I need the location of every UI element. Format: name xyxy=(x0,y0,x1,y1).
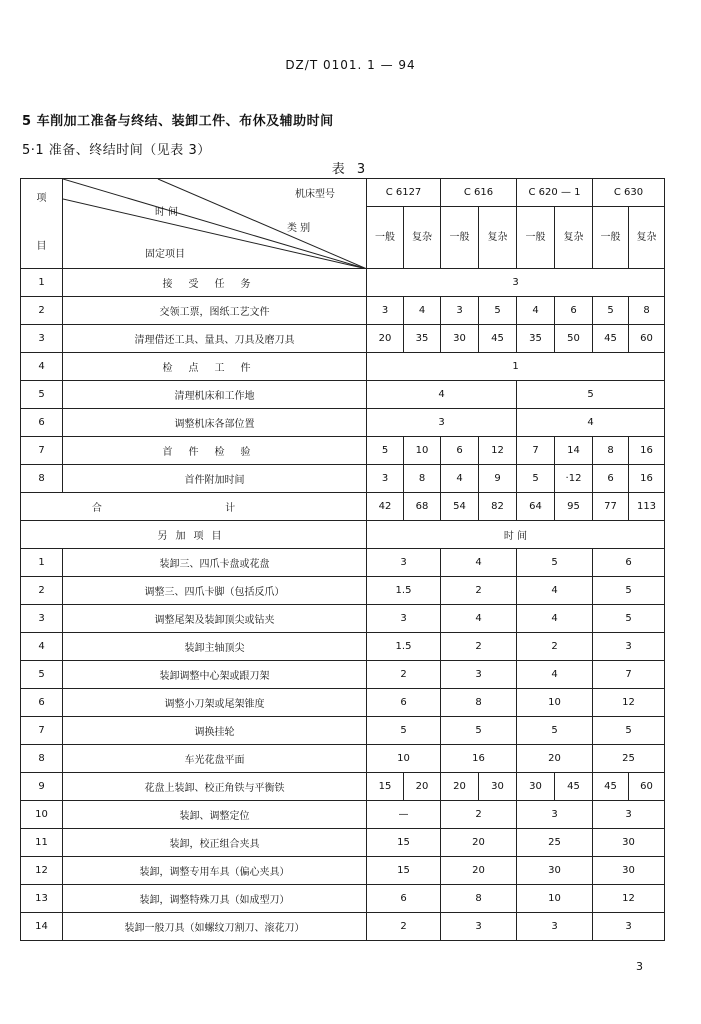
cell: 113 xyxy=(629,493,665,521)
row-number: 1 xyxy=(21,269,63,297)
row-number: 6 xyxy=(21,689,63,717)
table-row xyxy=(21,353,665,381)
cell: 15 xyxy=(367,773,404,801)
cell: 7 xyxy=(517,437,555,465)
cell: 3 xyxy=(367,297,404,325)
table-row xyxy=(21,913,665,941)
row-name: 调整小刀架或尾架锥度 xyxy=(63,689,367,717)
row-name: 首件附加时间 xyxy=(63,465,367,493)
cell: 14 xyxy=(555,437,593,465)
cell: 2 xyxy=(441,633,517,661)
row-number: 1 xyxy=(21,549,63,577)
table-row xyxy=(21,717,665,745)
corner-type-label: 类 别 xyxy=(287,223,311,234)
cell: 1.5 xyxy=(367,633,441,661)
cell: 12 xyxy=(593,689,665,717)
table-row xyxy=(21,885,665,913)
cell: 82 xyxy=(479,493,517,521)
corner-machine-label: 机床型号 xyxy=(295,189,335,200)
cell: 5 xyxy=(367,717,441,745)
cell: 5 xyxy=(593,717,665,745)
table-row xyxy=(21,857,665,885)
row-name: 装卸、调整定位 xyxy=(63,801,367,829)
cell: 4 xyxy=(517,605,593,633)
table-row xyxy=(21,325,665,353)
cell: 30 xyxy=(479,773,517,801)
row-number: 12 xyxy=(21,857,63,885)
table-row xyxy=(21,297,665,325)
row-value: 4 xyxy=(517,409,665,437)
section-title: 5 车削加工准备与终结、装卸工件、布休及辅助时间 xyxy=(22,114,334,129)
row-name: 清理机床和工作地 xyxy=(63,381,367,409)
row-number: 10 xyxy=(21,801,63,829)
cell: 35 xyxy=(517,325,555,353)
cell: 20 xyxy=(517,745,593,773)
cell: 5 xyxy=(517,549,593,577)
cell: 10 xyxy=(404,437,441,465)
cell: 5 xyxy=(367,437,404,465)
table-row xyxy=(21,801,665,829)
cell: 3 xyxy=(441,297,479,325)
row-number: 8 xyxy=(21,745,63,773)
corner-fixed-label: 固定项目 xyxy=(145,249,185,260)
table-row xyxy=(21,549,665,577)
extra-time-label: 时 间 xyxy=(367,521,665,549)
machine-header: C 620 — 1 xyxy=(517,179,593,207)
cell: 3 xyxy=(593,633,665,661)
cell: 5 xyxy=(441,717,517,745)
item-header-top: 项 xyxy=(36,193,47,204)
cell: 5 xyxy=(517,465,555,493)
cell: 30 xyxy=(517,857,593,885)
row-number: 3 xyxy=(21,605,63,633)
cell: 30 xyxy=(593,857,665,885)
table-row xyxy=(21,633,665,661)
cell: 2 xyxy=(367,913,441,941)
total-row xyxy=(21,493,665,521)
table-row xyxy=(21,745,665,773)
cell: 8 xyxy=(441,689,517,717)
row-number: 8 xyxy=(21,465,63,493)
row-name: 装卸主轴顶尖 xyxy=(63,633,367,661)
cell: 2 xyxy=(441,577,517,605)
row-value: 3 xyxy=(367,269,665,297)
row-name: 装卸调整中心架或跟刀架 xyxy=(63,661,367,689)
category-complex: 复杂 xyxy=(479,207,517,269)
row-name: 调整尾架及装卸顶尖或钻夹 xyxy=(63,605,367,633)
machine-header: C 6127 xyxy=(367,179,441,207)
cell: 16 xyxy=(441,745,517,773)
cell: 6 xyxy=(441,437,479,465)
cell: 42 xyxy=(367,493,404,521)
cell: 3 xyxy=(517,801,593,829)
cell: 4 xyxy=(404,297,441,325)
row-number: 2 xyxy=(21,577,63,605)
row-name: 装卸一般刀具（如螺纹刀割刀、滚花刀） xyxy=(63,913,367,941)
row-name: 清理借还工具、量具、刀具及磨刀具 xyxy=(63,325,367,353)
cell: 10 xyxy=(517,689,593,717)
row-number: 4 xyxy=(21,633,63,661)
cell: 3 xyxy=(441,913,517,941)
subsection-title: 5·1 准备、终结时间（见表 3） xyxy=(22,143,211,158)
category-complex: 复杂 xyxy=(629,207,665,269)
cell: 12 xyxy=(593,885,665,913)
cell: 4 xyxy=(441,465,479,493)
row-number: 5 xyxy=(21,661,63,689)
category-general: 一般 xyxy=(441,207,479,269)
cell: 3 xyxy=(517,913,593,941)
cell: 8 xyxy=(593,437,629,465)
item-header-bottom: 目 xyxy=(36,241,47,252)
cell: 35 xyxy=(404,325,441,353)
row-number: 9 xyxy=(21,773,63,801)
cell: 4 xyxy=(517,661,593,689)
table-row xyxy=(21,773,665,801)
cell: 3 xyxy=(593,801,665,829)
cell: 54 xyxy=(441,493,479,521)
table-row xyxy=(21,409,665,437)
cell: 5 xyxy=(593,577,665,605)
cell: 6 xyxy=(593,549,665,577)
cell: 20 xyxy=(441,773,479,801)
row-number: 13 xyxy=(21,885,63,913)
cell: 64 xyxy=(517,493,555,521)
page-number: 3 xyxy=(636,960,643,973)
cell: 25 xyxy=(593,745,665,773)
cell: 5 xyxy=(593,297,629,325)
table-row xyxy=(21,269,665,297)
table-row xyxy=(21,465,665,493)
time-table xyxy=(20,178,665,941)
category-general: 一般 xyxy=(517,207,555,269)
cell: 95 xyxy=(555,493,593,521)
cell: 16 xyxy=(629,465,665,493)
cell: 10 xyxy=(517,885,593,913)
cell: 50 xyxy=(555,325,593,353)
row-value: 5 xyxy=(517,381,665,409)
diagonal-header xyxy=(63,179,367,269)
row-name: 装卸，校正组合夹具 xyxy=(63,829,367,857)
table-caption: 表 3 xyxy=(331,162,370,177)
cell: 4 xyxy=(441,605,517,633)
cell: 2 xyxy=(517,633,593,661)
row-value: 4 xyxy=(367,381,517,409)
row-number: 6 xyxy=(21,409,63,437)
table-row xyxy=(21,829,665,857)
cell: 8 xyxy=(629,297,665,325)
row-name: 车光花盘平面 xyxy=(63,745,367,773)
row-number: 14 xyxy=(21,913,63,941)
cell: 45 xyxy=(593,325,629,353)
cell: 3 xyxy=(367,549,441,577)
extra-header-row xyxy=(21,521,665,549)
row-name: 花盘上装卸、校正角铁与平衡铁 xyxy=(63,773,367,801)
corner-time-label: 时 间 xyxy=(155,207,179,218)
category-complex: 复杂 xyxy=(555,207,593,269)
table-row xyxy=(21,381,665,409)
cell: 12 xyxy=(479,437,517,465)
cell: 30 xyxy=(593,829,665,857)
cell: 9 xyxy=(479,465,517,493)
cell: 6 xyxy=(555,297,593,325)
total-label: 合 计 xyxy=(21,493,367,521)
cell: 15 xyxy=(367,829,441,857)
row-number: 5 xyxy=(21,381,63,409)
row-name: 调整三、四爪卡脚（包括反爪） xyxy=(63,577,367,605)
cell: 8 xyxy=(404,465,441,493)
row-name: 检点工件 xyxy=(63,353,367,381)
cell: — xyxy=(367,801,441,829)
row-name: 首件检验 xyxy=(63,437,367,465)
cell: 3 xyxy=(367,605,441,633)
row-name: 接受任务 xyxy=(63,269,367,297)
cell: 3 xyxy=(367,465,404,493)
cell: 20 xyxy=(441,829,517,857)
cell: 77 xyxy=(593,493,629,521)
row-number: 3 xyxy=(21,325,63,353)
row-name: 交领工票，图纸工艺文件 xyxy=(63,297,367,325)
cell: 2 xyxy=(441,801,517,829)
row-number: 7 xyxy=(21,717,63,745)
cell: 8 xyxy=(441,885,517,913)
table-row xyxy=(21,689,665,717)
table-row xyxy=(21,577,665,605)
doc-code: DZ/T 0101. 1 — 94 xyxy=(285,58,416,72)
cell: 45 xyxy=(555,773,593,801)
row-number: 2 xyxy=(21,297,63,325)
cell: 60 xyxy=(629,325,665,353)
cell: 4 xyxy=(441,549,517,577)
cell: 30 xyxy=(441,325,479,353)
cell: 7 xyxy=(593,661,665,689)
cell: 2 xyxy=(367,661,441,689)
cell: ·12 xyxy=(555,465,593,493)
cell: 68 xyxy=(404,493,441,521)
table-row xyxy=(21,437,665,465)
cell: 30 xyxy=(517,773,555,801)
table-row xyxy=(21,605,665,633)
cell: 5 xyxy=(517,717,593,745)
row-value: 1 xyxy=(367,353,665,381)
cell: 4 xyxy=(517,577,593,605)
cell: 6 xyxy=(367,689,441,717)
row-number: 11 xyxy=(21,829,63,857)
row-name: 装卸三、四爪卡盘或花盘 xyxy=(63,549,367,577)
category-general: 一般 xyxy=(593,207,629,269)
category-complex: 复杂 xyxy=(404,207,441,269)
machine-header: C 630 xyxy=(593,179,665,207)
cell: 5 xyxy=(593,605,665,633)
cell: 1.5 xyxy=(367,577,441,605)
cell: 5 xyxy=(479,297,517,325)
cell: 60 xyxy=(629,773,665,801)
item-header xyxy=(21,179,63,269)
row-name: 调换挂轮 xyxy=(63,717,367,745)
cell: 45 xyxy=(593,773,629,801)
cell: 4 xyxy=(517,297,555,325)
row-number: 4 xyxy=(21,353,63,381)
row-name: 装卸，调整特殊刀具（如成型刀） xyxy=(63,885,367,913)
table-row xyxy=(21,661,665,689)
cell: 45 xyxy=(479,325,517,353)
machine-header: C 616 xyxy=(441,179,517,207)
row-name: 装卸，调整专用车具（偏心夹具） xyxy=(63,857,367,885)
cell: 6 xyxy=(367,885,441,913)
row-value: 3 xyxy=(367,409,517,437)
cell: 20 xyxy=(404,773,441,801)
cell: 6 xyxy=(593,465,629,493)
category-general: 一般 xyxy=(367,207,404,269)
cell: 10 xyxy=(367,745,441,773)
cell: 3 xyxy=(441,661,517,689)
cell: 20 xyxy=(367,325,404,353)
extra-items-label: 另加项目 xyxy=(21,521,367,549)
row-number: 7 xyxy=(21,437,63,465)
cell: 20 xyxy=(441,857,517,885)
row-name: 调整机床各部位置 xyxy=(63,409,367,437)
cell: 25 xyxy=(517,829,593,857)
cell: 3 xyxy=(593,913,665,941)
cell: 15 xyxy=(367,857,441,885)
cell: 16 xyxy=(629,437,665,465)
